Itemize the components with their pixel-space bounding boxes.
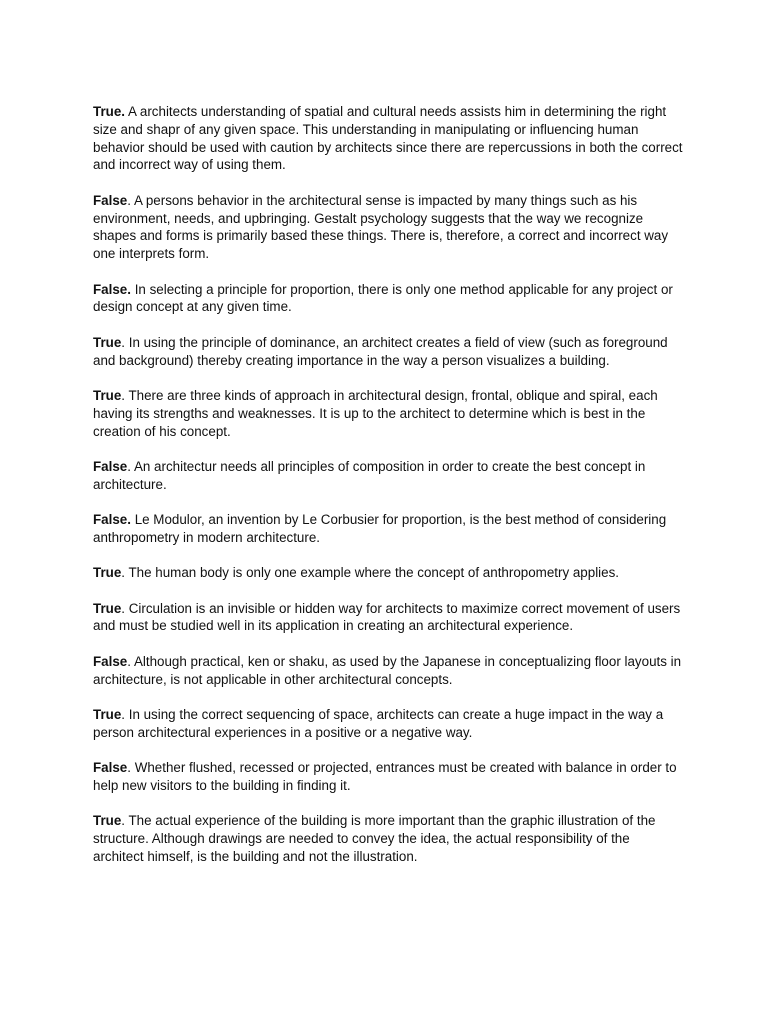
answer-text: . In using the principle of dominance, an architect creates a field of view (such as foreground and background) thereby creating importance in the way a person visualizes a building. [93,334,668,368]
answer-text: . The human body is only one example where the concept of anthropometry applies. [121,565,620,581]
answer-verdict: False [93,653,128,669]
answer-verdict: False [93,192,128,208]
answer-item-13 [93,812,683,865]
answer-text: . In using the correct sequencing of space, architects can create a huge impact in the way a person architectural experiences in a positive or a negative way. [93,707,664,740]
answer-verdict: True. [93,104,125,119]
answer-verdict: True [93,387,122,403]
answer-verdict: False [93,760,128,776]
answer-verdict: False. [93,512,131,528]
answer-verdict: True [93,707,122,723]
answer-item-4 [93,334,683,370]
answer-item-7 [93,511,683,547]
answer-verdict: False. [93,281,131,297]
answer-item-12 [93,759,683,795]
answer-item-9 [93,600,683,636]
answer-verdict: True [93,565,122,581]
answer-text: . A persons behavior in the architectural sense is impacted by many things such as his environment, needs, and upbringing. Gestalt psychology suggests that the way we recognize shapes and forms is primarily based these things. There is, therefore, a correct and incorrect way one interprets form. [93,192,669,262]
answer-text: . Circulation is an invisible or hidden way for architects to maximize correct movement of users and must be studied well in its application in creating an architectural experience. [93,600,681,634]
answer-text: A architects understanding of spatial and cultural needs assists him in determining the right size and shapr of any given space. This understanding in manipulating or influencing human behavior should be used with caution by architects since there are repercussions in both the correct and incorrect way of using them. [93,104,683,173]
answer-item-6 [93,458,683,494]
answer-item-11 [93,706,683,742]
answer-text: . An architectur needs all principles of composition in order to create the best concept in architecture. [93,458,646,492]
answer-text: . Although practical, ken or shaku, as used by the Japanese in conceptualizing floor layouts in architecture, is not applicable in other architectural concepts. [93,653,682,687]
answer-text: . The actual experience of the building is more important than the graphic illustration of the structure. Although drawings are needed to convey the idea, the actual responsibility of the architect himself, is the building and not the illustration. [93,813,656,865]
answer-verdict: True [93,334,122,350]
answer-item-5 [93,387,683,440]
answer-verdict: False [93,458,128,474]
answer-item-10 [93,653,683,689]
answer-item-8 [93,564,683,582]
answer-item-2 [93,192,683,263]
answer-item-1 [93,103,683,174]
answer-verdict: True [93,600,122,616]
answer-text: . There are three kinds of approach in architectural design, frontal, oblique and spiral, each having its strengths and weaknesses. It is up to the architect to determine which is best in the creation of his concept. [93,387,658,439]
answer-verdict: True [93,813,122,829]
answer-item-3 [93,281,683,317]
document-page [93,103,683,883]
answer-text: Le Modulor, an invention by Le Corbusier for proportion, is the best method of considering anthropometry in modern architecture. [93,512,667,545]
answer-text: In selecting a principle for proportion, there is only one method applicable for any project or design concept at any given time. [93,281,673,315]
answer-text: . Whether flushed, recessed or projected, entrances must be created with balance in order to help new visitors to the building in finding it. [93,760,677,794]
